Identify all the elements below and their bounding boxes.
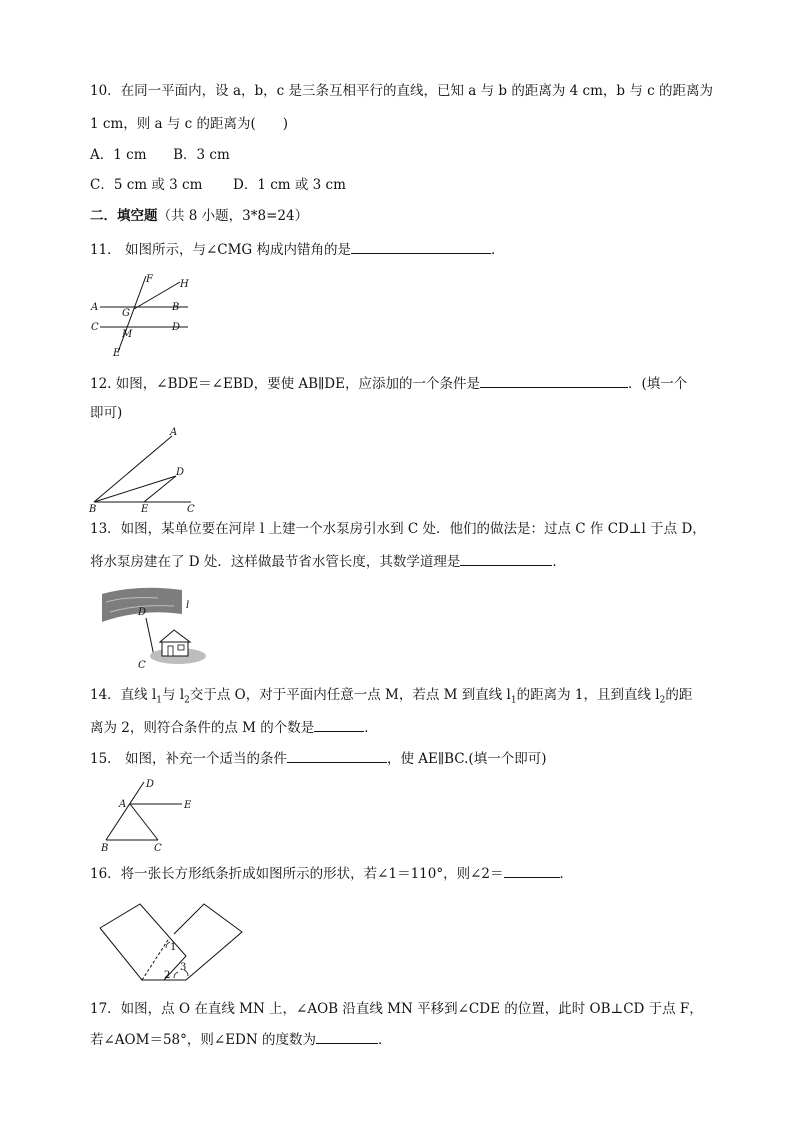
q17-answer-blank[interactable] xyxy=(316,1030,378,1044)
q11-label-d: D xyxy=(172,322,181,333)
q12-text xyxy=(90,374,687,393)
q12-label-e: E xyxy=(141,504,149,514)
q10-option-a: A．1 cm xyxy=(90,147,147,163)
q15-line-bd xyxy=(106,782,144,840)
q13-line2 xyxy=(90,552,566,571)
q16-angle-3: 3 xyxy=(180,962,187,973)
q15-prompt: 15． 如图，补充一个适当的条件 xyxy=(90,751,287,767)
q11-label-e: E xyxy=(113,348,121,359)
q15-label-e: E xyxy=(184,800,192,811)
q12-line-bd xyxy=(94,476,176,502)
q14-end: ． xyxy=(364,720,378,736)
q16-figure xyxy=(96,900,256,986)
q10-option-c: C．5 cm 或 3 cm xyxy=(90,177,203,193)
q14-line1: 14．直线 $l_1$与 $l_2$交于点 O，对于平面内任意一点 M，若点 M 到直线 $l_1$的距离为 1，且到直线 $l_2$的距 xyxy=(90,687,693,706)
q15-end: ，使 AE∥BC.(填一个即可) xyxy=(386,751,547,767)
q16-angle-2: 2 xyxy=(164,970,171,981)
q12-label-c: C xyxy=(187,504,195,514)
q12-prompt: 12. 如图，∠BDE＝∠EBD，要使 AB∥DE，应添加的一个条件是 xyxy=(90,376,480,392)
q13-end: ． xyxy=(552,554,566,570)
q17-end: ． xyxy=(377,1032,392,1048)
q16-angle-1: 1 xyxy=(170,942,177,953)
q11-end: ． xyxy=(491,242,505,258)
q10-options-cd xyxy=(90,176,346,194)
q15-answer-blank[interactable] xyxy=(287,749,387,763)
q13-line-cd xyxy=(146,618,154,656)
q17-line2 xyxy=(90,1030,391,1049)
q16-prompt: 16．将一张长方形纸条折成如图所示的形状，若∠1＝110°，则∠2＝ xyxy=(90,866,504,882)
q10-line1: 10．在同一平面内，设 a，b，c 是三条互相平行的直线，已知 a 与 b 的距离为 4 cm，b 与 c 的距离为 xyxy=(90,83,713,99)
q13-line1: 13．如图，某单位要在河岸 l 上建一个水泵房引水到 C 处．他们的做法是：过点 C 作 CD⊥l 于点 D， xyxy=(90,521,706,537)
q17-prompt: 若∠AOM＝58°，则∠EDN 的度数为 xyxy=(90,1032,316,1048)
q14-prompt: 离为 2，则符合条件的点 M 的个数是 xyxy=(90,720,315,736)
q11-label-b: B xyxy=(172,302,180,313)
q12-answer-blank[interactable] xyxy=(480,374,628,388)
q11-label-h: H xyxy=(180,279,189,290)
section-title: 二．填空题 xyxy=(90,208,158,224)
q10-option-b: B．3 cm xyxy=(173,147,230,163)
q13-answer-blank[interactable] xyxy=(460,552,552,566)
q15-label-d: D xyxy=(146,779,155,790)
q16-text xyxy=(90,864,573,883)
q15-line-ac xyxy=(130,804,158,840)
q13-label-l: l xyxy=(186,600,190,611)
q12-line2: 即可) xyxy=(90,405,123,421)
q15-label-c: C xyxy=(154,843,162,854)
q11-label-f: F xyxy=(146,274,153,285)
q11-label-c: C xyxy=(91,322,99,333)
q12-line-ba xyxy=(94,436,172,502)
q15-text xyxy=(90,749,546,768)
q13-house-roof-icon xyxy=(160,630,190,642)
q15-label-a: A xyxy=(119,799,127,810)
q16-end: ． xyxy=(559,866,573,882)
q13-prompt: 将水泵房建在了 D 处．这样做最节省水管长度，其数学道理是 xyxy=(90,554,461,570)
q10-option-d: D．1 cm 或 3 cm xyxy=(233,177,346,193)
q12-label-a: A xyxy=(170,427,178,438)
q15-label-b: B xyxy=(101,843,109,854)
q11-label-m: M xyxy=(122,329,133,340)
section-note: （共 8 小题，3*8=24） xyxy=(157,208,309,224)
q12-figure xyxy=(86,426,201,514)
q12-label-b: B xyxy=(89,504,97,514)
q13-label-d: D xyxy=(138,607,147,618)
q14-line2 xyxy=(90,718,378,737)
q11-prompt: 11． 如图所示，与∠CMG 构成内错角的是 xyxy=(90,242,352,258)
q11-text xyxy=(90,240,505,259)
q12-line-ed xyxy=(144,476,176,502)
q10-line2: 1 cm，则 a 与 c 的距离为( ) xyxy=(90,116,289,132)
q15-figure xyxy=(94,776,199,854)
q11-label-a: A xyxy=(91,302,99,313)
q12-end: ．(填一个 xyxy=(627,376,688,392)
q11-answer-blank[interactable] xyxy=(351,240,491,254)
q16-answer-blank[interactable] xyxy=(504,864,560,878)
q11-figure xyxy=(88,270,198,362)
q10-options-ab xyxy=(90,146,230,164)
q14-answer-blank[interactable] xyxy=(314,718,364,732)
q17-line1: 17．如图，点 O 在直线 MN 上，∠AOB 沿直线 MN 平移到∠CDE 的位置，此时 OB⊥CD 于点 F， xyxy=(90,1001,703,1017)
q13-label-c: C xyxy=(138,660,146,671)
q12-label-d: D xyxy=(176,467,185,478)
q13-figure xyxy=(98,584,208,672)
section-header xyxy=(90,207,308,225)
q11-label-g: G xyxy=(122,308,130,319)
